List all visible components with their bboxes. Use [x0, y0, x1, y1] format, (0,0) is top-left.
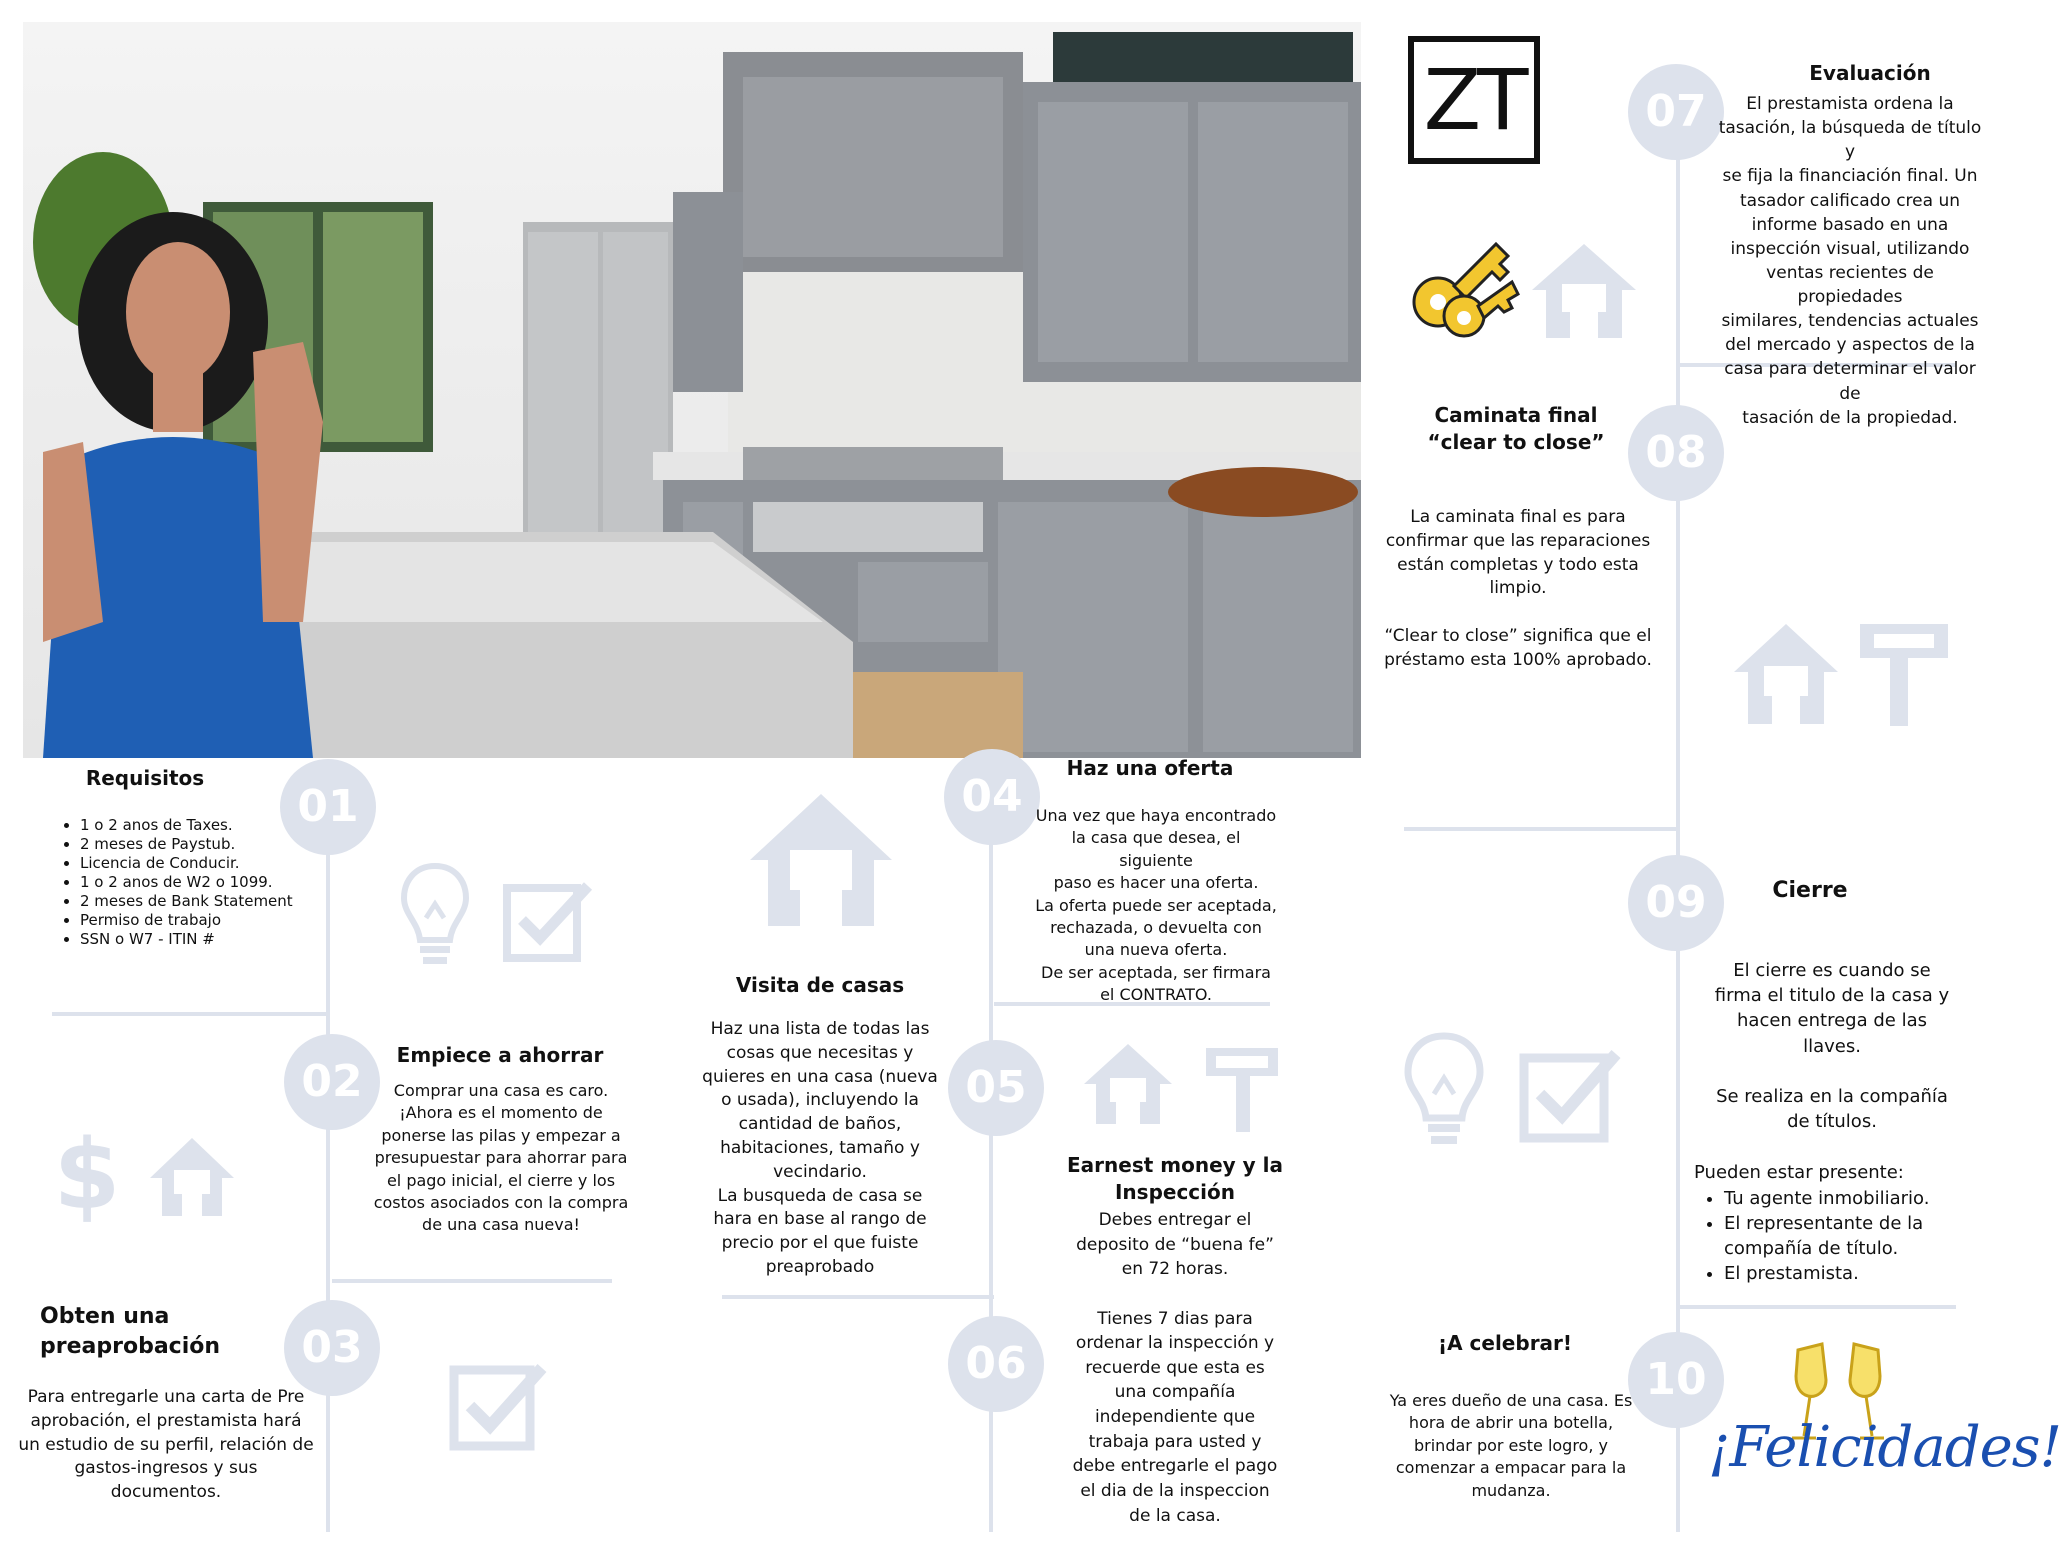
list-item: • 1 o 2 anos de W2 o 1099.: [80, 873, 350, 892]
step-08-badge: 08: [1628, 405, 1724, 501]
step-08-title: Caminata final “clear to close”: [1427, 403, 1605, 454]
checkbox-icon: [1518, 1044, 1622, 1142]
step-06-badge: 06: [948, 1316, 1044, 1412]
step-10-badge: 10: [1628, 1332, 1724, 1428]
step-10-body: Ya eres dueño de una casa. Es hora de abrir una botella, brindar por este logro, y comenzar a empacar para la mudanza.: [1389, 1391, 1633, 1500]
list-item: • Licencia de Conducir.: [80, 854, 350, 873]
divider-05-06: [722, 1295, 994, 1299]
step-03-body: Para entregarle una carta de Pre aprobación, el prestamista hará un estudio de su perfil, relación de gastos-ingresos y sus documentos.: [18, 1387, 314, 1503]
paint-roller-icon: [1202, 1044, 1282, 1134]
step-07-title: Evaluación: [1809, 61, 1931, 85]
checkbox-icon: [448, 1356, 548, 1452]
step-05-badge: 05: [948, 1040, 1044, 1136]
step-04-badge: 04: [944, 749, 1040, 845]
list-item: • El representante de la compañía de título.: [1724, 1211, 1970, 1261]
list-item: • SSN o W7 - ITIN #: [80, 930, 350, 949]
lightbulb-icon: [398, 860, 472, 970]
house-icon: [1730, 620, 1842, 726]
step-08-body: La caminata final es para confirmar que las reparaciones están completas y todo esta limpio. “Clear to close” significa que el préstamo esta 100% aprobado.: [1384, 507, 1652, 670]
zt-logo: ZT: [1408, 36, 1540, 164]
list-item: • El prestamista.: [1724, 1261, 1970, 1286]
step-02-body: Comprar una casa es caro. ¡Ahora es el momento de ponerse las pilas y empezar a presupuestar para ahorrar para el pago inicial, el cierre y los costos asociados con la compra de una casa nueva!: [373, 1081, 629, 1235]
step-02-badge: 02: [284, 1034, 380, 1130]
dollar-icon: [52, 1119, 122, 1231]
timeline-line-right: [1676, 150, 1680, 1532]
step-05-body: Debes entregar el deposito de “buena fe” en 72 horas. Tienes 7 dias para ordenar la inspección y recuerde que esta es una compañía independiente que trabaja para usted y debe entregarle el pago el dia de la inspeccion de la casa.: [1072, 1210, 1278, 1526]
step-07-body: El prestamista ordena la tasación, la búsqueda de título y se fija la financiación final. Un tasador calificado crea un informe basado en una inspección visual, utilizando ventas recientes de propiedades similares, tendencias actuales del mercado y aspectos de la casa para determinar el valor de tasación de la propiedad.: [1718, 94, 1982, 428]
lightbulb-icon: [1402, 1030, 1486, 1150]
step-05-title: Earnest money y la Inspección: [1067, 1153, 1283, 1204]
present-list: [1694, 1186, 1970, 1287]
step-01-title: Requisitos: [85, 766, 205, 790]
svg-text:$: $: [53, 1119, 121, 1231]
step-02-title: Empiece a ahorrar: [396, 1043, 604, 1067]
step-09-badge: 09: [1628, 855, 1724, 951]
checkbox-icon: [502, 878, 594, 964]
house-icon: [746, 790, 896, 930]
step-03-badge: 03: [284, 1300, 380, 1396]
hero-kitchen-photo: [23, 22, 1361, 758]
step-03-title: Obten una preaprobación: [40, 1304, 221, 1359]
step-04-body: Una vez que haya encontrado la casa que desea, el siguiente paso es hacer una oferta. La oferta puede ser aceptada, rechazada, o devuelta con una nueva oferta. De ser aceptada, ser firmara el CONTRATO.: [1035, 806, 1277, 1005]
step-10-title: ¡A celebrar!: [1437, 1331, 1573, 1355]
visita-title: Visita de casas: [735, 973, 905, 997]
list-item: • 1 o 2 anos de Taxes.: [80, 816, 350, 835]
house-icon: [1080, 1040, 1176, 1126]
step-01-badge: 01: [280, 759, 376, 855]
requirements-list: [58, 816, 350, 949]
step-09-present-label: Pueden estar presente:: [1694, 1162, 1904, 1184]
divider-01-02: [52, 1012, 328, 1016]
list-item: • 2 meses de Bank Statement: [80, 892, 350, 911]
list-item: • Tu agente inmobiliario.: [1724, 1186, 1970, 1211]
divider-08-09: [1404, 827, 1676, 831]
step-09-body-block: [1694, 958, 1970, 1286]
paint-roller-icon: [1856, 620, 1952, 728]
keys-icon: [1408, 236, 1520, 342]
step-09-body: El cierre es cuando se firma el titulo de la casa y hacen entrega de las llaves. Se realiza en la compañía de títulos.: [1714, 960, 1950, 1133]
step-09-title: Cierre: [1772, 878, 1848, 903]
divider-09-10: [1680, 1305, 1956, 1309]
house-icon: [1528, 240, 1640, 340]
list-item: • Permiso de trabajo: [80, 911, 350, 930]
house-icon: [144, 1132, 240, 1218]
divider-02-03: [332, 1279, 612, 1283]
step-04-title: Haz una oferta: [1066, 756, 1234, 780]
timeline-line-middle: [989, 800, 993, 1532]
list-item: • 2 meses de Paystub.: [80, 835, 350, 854]
visita-body: Haz una lista de todas las cosas que necesitas y quieres en una casa (nueva o usada), incluyendo la cantidad de baños, habitaciones, tamaño y vecindario. La busqueda de casa se hara en base al rango de precio por el que fuiste preaprobado: [702, 1019, 938, 1277]
step-07-badge: 07: [1628, 64, 1724, 160]
felicidades-text: ¡Felicidades!: [1708, 1415, 2061, 1480]
